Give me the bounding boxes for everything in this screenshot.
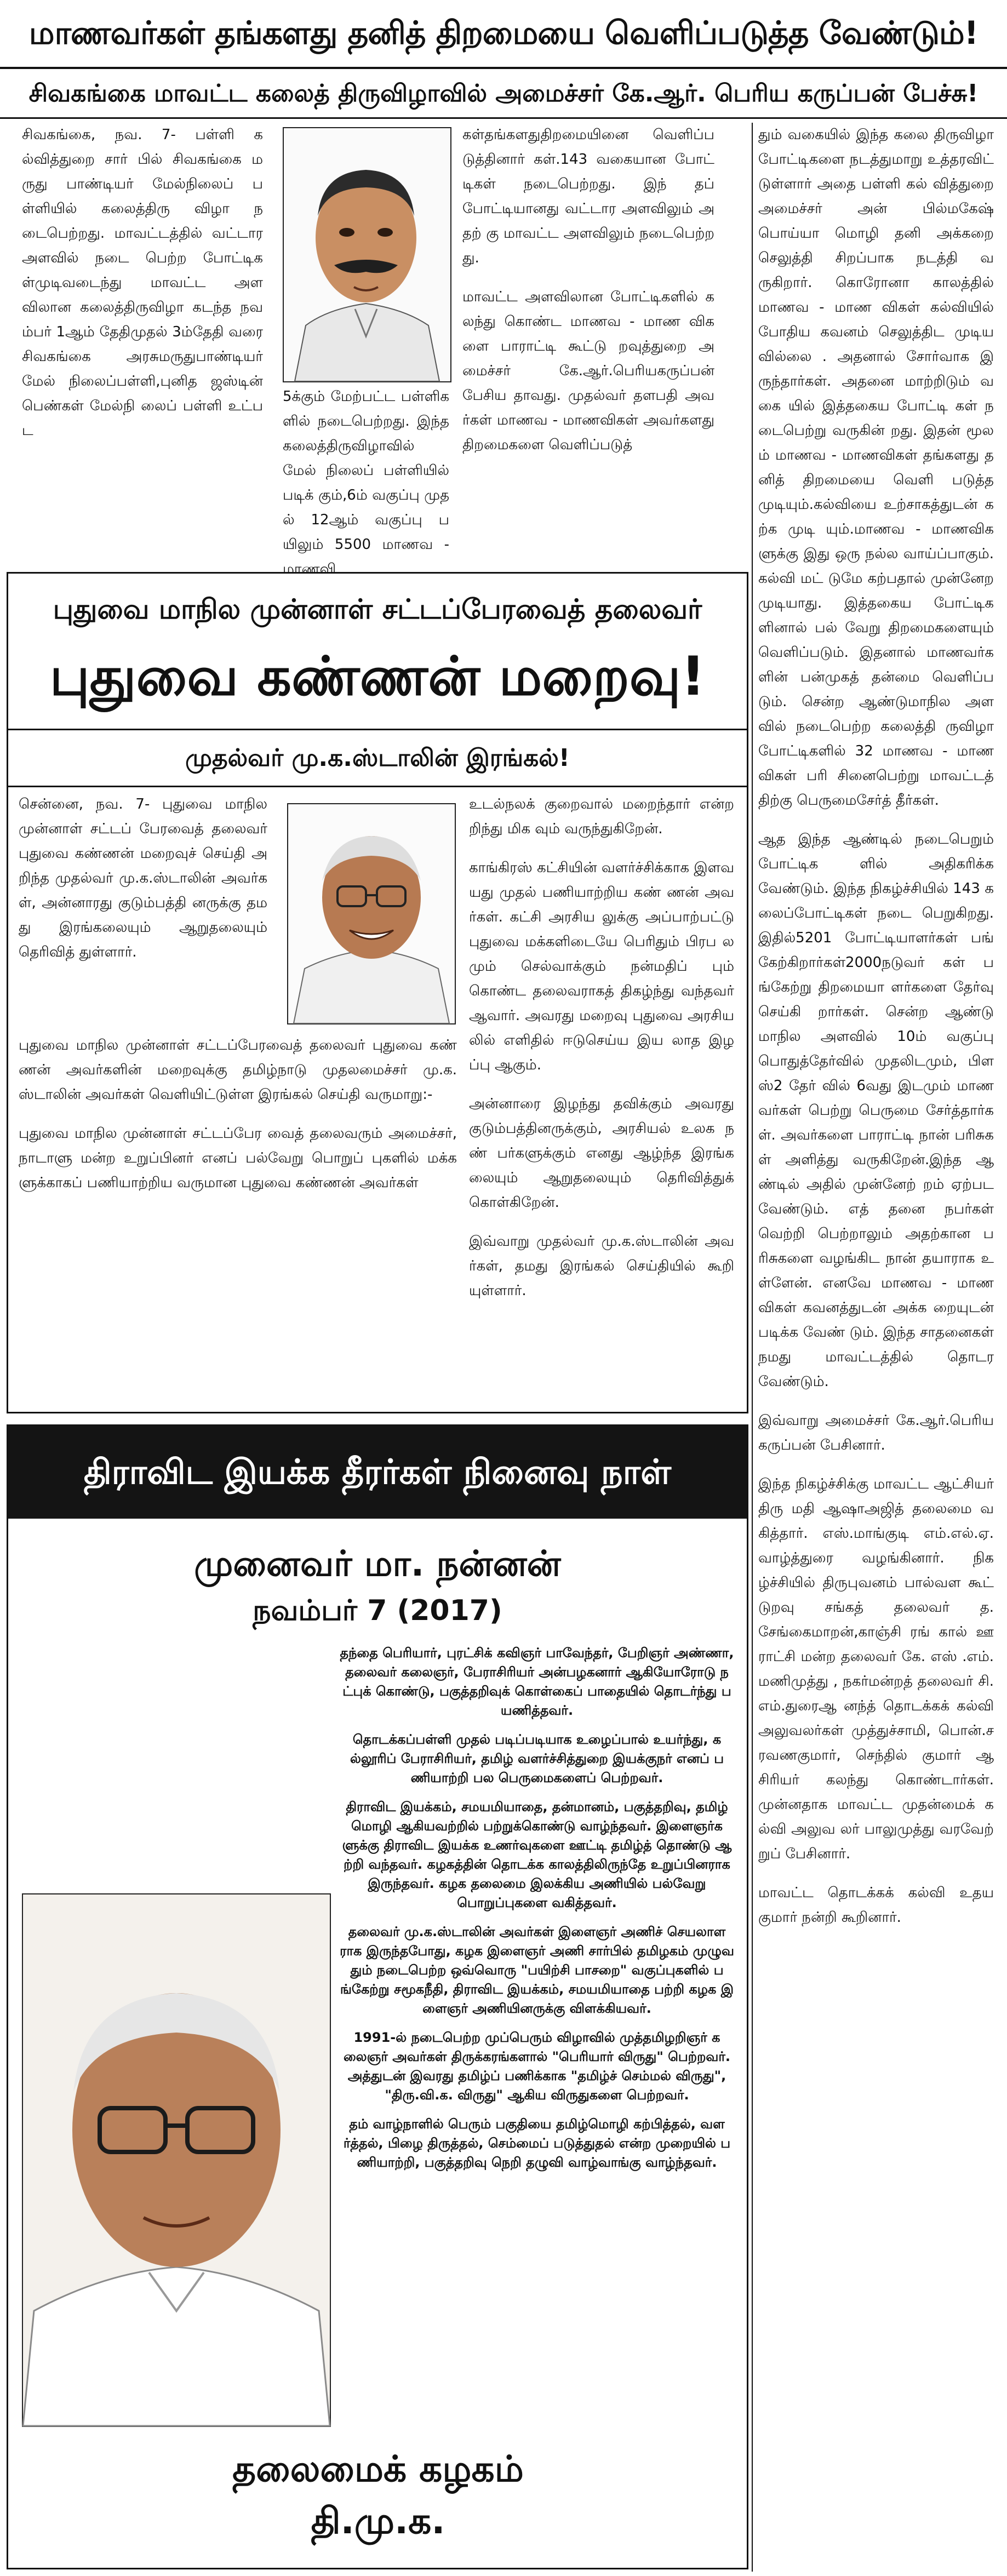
story1-col2-para-1: கள்தங்களதுதிறமையினை வெளிப்படுத்தினார் கள்.143 வகையான போட் டிகள் நடைபெற்றது. இந் தப் போட்டியானது வட்டார அளவிலும் அதற் கு மாவட்ட அளவிலும் நடைபெற்றது. (462, 127, 714, 266)
obituary-rule-top (7, 729, 748, 730)
memorial-bio-para-1: தந்தை பெரியார், புரட்சிக் கவிஞர் பாவேந்தர், பேறிஞர் அண்ணா, தலைவர் கலைஞர், பேராசிரியர் அன்பழகனார் ஆகியோரோடு நட்புக் கொண்டு, பகுத்தறிவுக் கொள்கைப் பாதையில் தொடர்ந்து பயணித்தவர். (340, 1645, 734, 1718)
minister-portrait-image (284, 128, 450, 381)
minister-photo (283, 127, 451, 382)
obituary-kicker: புதுவை மாநில முன்னாள் சட்டப்பேரவைத் தலைவர் (53, 593, 702, 625)
story1-col1-cont-para: 5க்கும் மேற்பட்ட பள்ளிக ளில் நடைபெற்றது. இந்த கலைத்திருவிழாவில் மேல் நிலைப் பள்ளியில் படிக் கும்,6ம் வகுப்பு முதல் 12ஆம் வகுப்பு பயிலும் 5500 மாணவ - மாணவி (283, 388, 449, 577)
story1-col3-para-1: தும் வகையில் இந்த கலை திருவிழா போட்டிகளை நடத்துமாறு உத்தரவிட் டுள்ளார் அதை பள்ளி கல் வித்துறை அமைச்சர் அன் பில்மகேஷ் பொய்யா மொழி தனி அக்கறை செலுத்தி சிறப்பாக நடத்தி வருகிறார். கொரோனா காலத்தில் மாணவ - மாண விகள் கல்வியில் போதிய கவனம் செலுத்திட முடிய வில்லை . அதனால் சோர்வாக இருந்தார்கள். அதனை மாற்றிடும் வகை யில் இத்தகைய போட்டி கள் நடைபெற்று வருகின் றது. இதன் மூலம் மாணவ - மாணவிகள் தங்களது தனித் திறமையை வெளி படுத்த முடியும்.கல்வியை உற்சாகத்துடன் கற்க முடி யும்.மாணவ - மாணவிக ளுக்கு இது ஒரு நல்ல வாய்ப்பாகும். கல்வி மட் டுமே கற்பதால் முன்னேற முடியாது. இத்தகைய போட்டிகளினால் பல் வேறு திறமைகளையும் வெளிப்படும். இதனால் மாணவர்களின் பன்முகத் தன்மை வெளிப்படும். சென்ற ஆண்டுமாநில அள வில் நடைபெற்ற கலைத்தி ருவிழா போட்டிகளில் 32 மாணவ - மாணவிகள் பரி சினைபெற்று மாவட்டத் திற்கு பெருமைசேர்த் தீர்கள். (758, 127, 994, 809)
memorial-footer-line-2: தி.மு.க. (311, 2500, 445, 2542)
obituary-column-1 (19, 792, 267, 1022)
memorial-bio-para-5: 1991-ல் நடைபெற்ற முப்பெரும் விழாவில் முத்தமிழறிஞர் கலைஞர் அவர்கள் திருக்கரங்களால் "பெரியார் விருது" பெற்றவர். அத்துடன் இவரது தமிழ்ப் பணிக்காக "தமிழ்ச் செம்மல் விருது", "திரு.வி.க. விருது" ஆகிய விருதுகளை பெற்றவர். (343, 2030, 731, 2103)
nannan-portrait-image (23, 1894, 330, 2426)
story1-col3-para-5: மாவட்ட தொடக்கக் கல்வி உதயகுமார் நன்றி கூறினார். (758, 1885, 994, 1926)
memorial-biography (340, 1644, 734, 2438)
obituary-rule-bottom (7, 786, 748, 787)
headline-rule (0, 67, 1007, 69)
story1-column-2 (462, 123, 714, 561)
obituary-wide-text (19, 1033, 457, 1406)
story1-col1-para: சிவகங்கை, நவ. 7- பள்ளி கல்வித்துறை சார் பில் சிவகங்கை மருது பாண்டியர் மேல்நிலைப் பள்ளியில் கலைத்திரு விழா நடைபெற்றது. மாவட்டத்தில் வட்டார அளவில் நடை பெற்ற போட்டிகள்முடிவடைந்து மாவட்ட அளவிலான கலைத்திருவிழா கடந்த நவம்பர் 1ஆம் தேதிமுதல் 3ம்தேதி வரை சிவகங்கை அரசுமருதுபாண்டியர் மேல் நிலைப்பள்ளி,புனித ஜஸ்டின் பெண்கள் மேல்நி லைப் பள்ளி உட்பட (22, 127, 263, 439)
story1-col3-para-2: ஆத இந்த ஆண்டில் நடைபெறும் போட்டிக ளில் அதிகரிக்க வேண்டும். இந்த நிகழ்ச்சியில் 143 கலைப்போட்டிகள் நடை பெறுகிறது. இதில்5201 போட்டியாளர்கள் பங் கேற்கிறார்கள்2000நடுவர் கள் பங்கேற்று திறமையா ளர்களை தேர்வு செய்கி றார்கள். சென்ற ஆண்டு மாநில அளவில் 10ம் வகுப்பு பொதுத்தேர்வில் முதலிடமும், பிளஸ்2 தேர் வில் 6வது இடமும் மாண வர்கள் பெற்று பெருமை சேர்த்தார்கள். அவர்களை பாராட்டி நான் பரிசுகள் அளித்து வருகிறேன்.இந்த ஆண்டில் அதில் முன்னேற் றம் ஏற்பட வேண்டும். எத் தனை நபர்கள் வெற்றி பெற்றாலும் அதற்கான பரிசுகளை வழங்கிட நான் தயாராக உள்ளேன். எனவே மாணவ - மாண விகள் கவனத்துடன் அக்க றையுடன் படிக்க வேண் டும். இந்த சாதனைகள் நமது மாவட்டத்தில் தொடர வேண்டும். (758, 831, 994, 1390)
obituary-column-2 (469, 792, 734, 1406)
kannan-photo (287, 803, 456, 1024)
subheadline-rule (0, 117, 1007, 119)
obituary-col2-para-2: காங்கிரஸ் கட்சியின் வளர்ச்சிக்காக இளவயது முதல் பணியாற்றிய கண் ணன் அவர்கள். கட்சி அரசிய லுக்கு அப்பாற்பட்டு புதுவை மக்களிடையே பெரிதும் பிரப லமும் செல்வாக்கும் நன்மதிப் பும் கொண்ட தலைவராகத் திகழ்ந்து வந்தவர் ஆவார். அவரது மறைவு புதுவை அரசியலில் எளிதில் ஈடுசெய்ய இய லாத இழப்பு ஆகும். (469, 860, 734, 1073)
story1-col2-para-2: மாவட்ட அளவிலான போட்டிகளில் கலந்து கொண்ட மாணவ - மாண விகளை பாராட்டி கூட்டு றவுத்துறை அமைச்சர் கே.ஆர்.பெரியகருப்பன் பேசிய தாவது. முதல்வர் தளபதி அவர்கள் மாணவ - மாணவிகள் அவர்களது திறமைகளை வெளிப்படுத் (462, 289, 714, 453)
memorial-footer-line-1: தலைமைக் கழகம் (232, 2448, 524, 2490)
obituary-wide-para-2: புதுவை மாநில முன்னாள் சட்டப்பேர வைத் தலைவரும் அமைச்சர், நாடாளு மன்ற உறுப்பினர் எனப் பல்வேறு பொறுப் புகளில் மக்களுக்காகப் பணியாற்றிய வருமான புதுவை கண்ணன் அவர்கள் (19, 1125, 457, 1191)
story1-column-1-continued (283, 385, 449, 577)
kannan-portrait-image (288, 804, 455, 1023)
memorial-band-title: திராவிட இயக்க தீரர்கள் நினைவு நாள் (8, 1426, 747, 1519)
obituary-wide-para-1: புதுவை மாநில முன்னாள் சட்டப்பேரவைத் தலைவர் புதுவை கண் ணன் அவர்களின் மறைவுக்கு தமிழ்நாடு முதலமைச்சர் மு.க.ஸ்டாலின் அவர்கள் வெளியிட்டுள்ள இரங்கல் செய்தி வருமாறு:- (19, 1037, 457, 1103)
memorial-person-name: முனைவர் மா. நன்னன் (194, 1544, 561, 1584)
story1-col3-para-3: இவ்வாறு அமைச்சர் கே.ஆர்.பெரிய கருப்பன் பேசினார். (758, 1412, 994, 1453)
story1-column-3 (758, 123, 994, 2566)
obituary-col2-para-1: உடல்நலக் குறைவால் மறைந்தார் என்றறிந்து மிக வும் வருந்துகிறேன். (469, 796, 734, 837)
obituary-col1-para: சென்னை, நவ. 7- புதுவை மாநில முன்னாள் சட்டப் பேரவைத் தலைவர் புதுவை கண்ணன் மறைவுச் செய்தி அறிந்த முதல்வர் மு.க.ஸ்டாலின் அவர்கள், அன்னாரது குடும்பத்தி னருக்கு தமது இரங்கலையும் ஆறுதலையும் தெரிவித் துள்ளார். (19, 796, 267, 960)
memorial-bio-para-3: திராவிட இயக்கம், சமயமியாதை, தன்மானம், பகுத்தறிவு, தமிழ் மொழி ஆகியவற்றில் பற்றுக்கொண்டு வாழ்ந்தவர். இளைஞர்களுக்கு திராவிட இயக்க உணர்வுகளை ஊட்டி தமிழ்த் தொண்டு ஆற்றி வந்தவர். கழகத்தின் தொடக்க காலத்திலிருந்தே உறுப்பினராக இருந்தவர். கழக தலைமை இலக்கிய அணியில் பல்வேறு பொறுப்புகளை வகித்தவர். (342, 1799, 732, 1910)
memorial-date: நவம்பர் 7 (2017) (253, 1594, 502, 1627)
page-headline: மாணவர்கள் தங்களது தனித் திறமையை வெளிப்படுத்த வேண்டும்! (28, 14, 979, 51)
memorial-bio-para-2: தொடக்கப்பள்ளி முதல் படிப்படியாக உழைப்பால் உயர்ந்து, கல்லூரிப் பேராசிரியர், தமிழ் வளர்ச்சித்துறை இயக்குநர் எனப் பணியாற்றி பல பெருமைகளைப் பெற்றவர். (350, 1732, 724, 1785)
right-column-divider (752, 123, 753, 2572)
story1-column-1 (22, 123, 263, 439)
obituary-col2-para-4: இவ்வாறு முதல்வர் மு.க.ஸ்டாலின் அவர்கள், தமது இரங்கல் செய்தியில் கூறி யுள்ளார். (469, 1233, 734, 1299)
page-subheadline: சிவகங்கை மாவட்ட கலைத் திருவிழாவில் அமைச்சர் கே.ஆர். பெரிய கருப்பன் பேச்சு! (28, 79, 979, 107)
story1-col3-para-4: இந்த நிகழ்ச்சிக்கு மாவட்ட ஆட்சியர் திரு மதி ஆஷாஅஜித் தலைமை வகித்தார். எஸ்.மாங்குடி எம்.எல்.ஏ.வாழ்த்துரை வழங்கினார். நிகழ்ச்சியில் திருபுவனம் பால்வள கூட் டுறவு சங்கத் தலைவர் த. சேங்கைமாறன்,காஞ்சி ரங் கால் ஊராட்சி மன்ற தலைவர் கே. எஸ் .எம். மணிமுத்து , நகர்மன்றத் தலைவர் சி.எம்.துரைஆ னந்த் தொடக்கக் கல்வி அலுவலர்கள் முத்துச்சாமி, பொன்.சரவணகுமார், செந்தில் குமார் ஆசிரியர் கலந்து கொண்டார்கள். முன்னதாக மாவட்ட முதன்மைக் கல்வி அலுவ லர் பாலுமுத்து வரவேற் றுப் பேசினார். (758, 1476, 994, 1862)
memorial-bio-para-4: தலைவர் மு.க.ஸ்டாலின் அவர்கள் இளைஞர் அணிச் செயலாளராக இருந்தபோது, கழக இளைஞர் அணி சார்பில் தமிழகம் முழுவதும் நடைபெற்ற ஒவ்வொரு "பயிற்சி பாசறை" வகுப்புகளில் பங்கேற்று சமூகநீதி, திராவிட இயக்கம், சமயமியாதை பற்றி கழக இளைஞர் அணியினருக்கு விளக்கியவர். (340, 1924, 734, 2016)
obituary-col2-para-3: அன்னாரை இழந்து தவிக்கும் அவரது குடும்பத்தினருக்கும், அரசியல் உலக நண் பர்களுக்கும் எனது ஆழ்ந்த இரங்கலையும் ஆறுதலையும் தெரிவித்துக் கொள்கிறேன். (469, 1096, 734, 1211)
obituary-headline: புதுவை கண்ணன் மறைவு! (49, 645, 706, 708)
memorial-bio-para-6: தம் வாழ்நாளில் பெரும் பகுதியை தமிழ்மொழி கற்பித்தல், வளர்த்தல், பிழை திருத்தல், செம்மைப் படுத்துதல் என்ற முறையில் பணியாற்றி, பகுத்தறிவு நெறி தழுவி வாழ்வாங்கு வாழ்ந்தவர். (343, 2116, 731, 2170)
nannan-photo (22, 1893, 331, 2427)
obituary-subhead: முதல்வர் மு.க.ஸ்டாலின் இரங்கல்! (185, 744, 570, 772)
